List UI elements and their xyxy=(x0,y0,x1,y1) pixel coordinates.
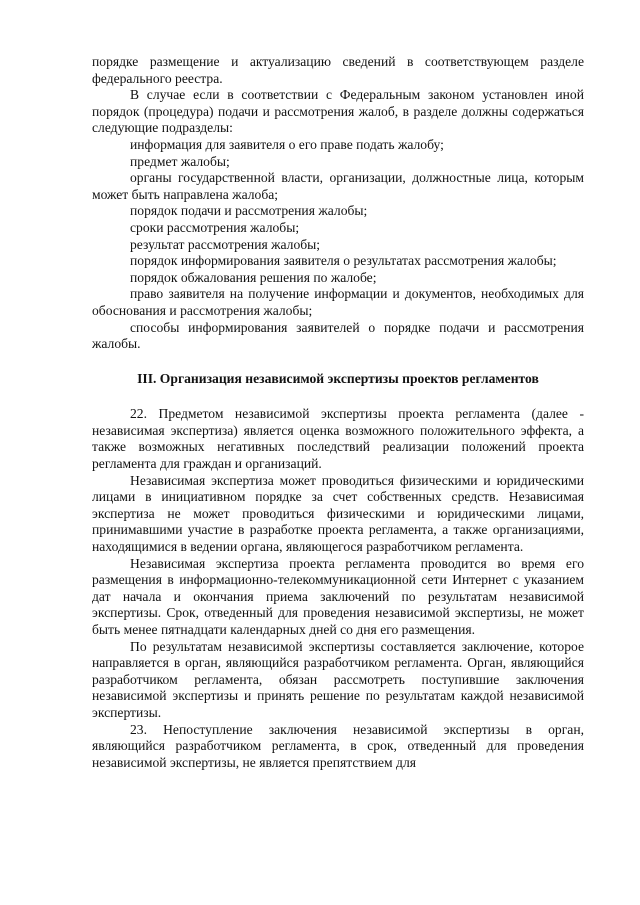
list-item-informing-methods: способы информирования заявителей о порядке подачи и рассмотрения жалобы. xyxy=(92,319,584,352)
paragraph-22: 22. Предметом независимой экспертизы проекта регламента (далее - независимая экспертиза) является оценка возможного положительного эффекта, а также возможных негативных последствий реализации положений проекта регламента для граждан и организаций. xyxy=(92,406,584,472)
paragraph-23: 23. Непоступление заключения независимой экспертизы в орган, являющийся разработчиком регламента, в срок, отведенный для проведения независимой экспертизы, не является препятствием для xyxy=(92,721,584,770)
list-item-applicant-right: информация для заявителя о его праве подать жалобу; xyxy=(130,136,444,152)
paragraph-expertise-timing: Независимая экспертиза проекта регламента проводится во время его размещения в информационно-телекоммуникационной сети Интернет с указанием дат начала и окончания приема заключений по результатам независимой экспертизы. Срок, отведенный для проведения независимой экспертизы, не может быть менее пятнадцати календарных дней со дня его размещения. xyxy=(92,555,584,637)
section-heading: III. Организация независимой экспертизы проектов регламентов xyxy=(137,370,539,386)
list-item-filing-procedure: порядок подачи и рассмотрения жалобы; xyxy=(130,203,368,219)
list-item-appeal-procedure: порядок обжалования решения по жалобе; xyxy=(130,269,377,285)
paragraph-expertise-conclusion: По результатам независимой экспертизы составляется заключение, которое направляется в орган, являющийся разработчиком регламента. Орган, являющийся разработчиком регламента, обязан рассмотреть поступившие заключения независимой экспертизы и принять решение по результатам каждой независимой экспертизы. xyxy=(92,638,584,720)
list-item-informing-procedure: порядок информирования заявителя о результатах рассмотрения жалобы; xyxy=(130,253,557,269)
paragraph-complaint-procedure: В случае если в соответствии с Федеральным законом установлен иной порядок (процедура) подачи и рассмотрения жалоб, в разделе должны содержаться следующие подразделы: xyxy=(92,87,584,136)
paragraph-continuation: порядке размещение и актуализацию сведений в соответствующем разделе федерального реестра. xyxy=(92,54,584,86)
list-item-right-to-information: право заявителя на получение информации и документов, необходимых для обоснования и рассмотрения жалобы; xyxy=(92,286,584,318)
list-item-complaint-subject: предмет жалобы; xyxy=(130,153,230,169)
list-item-authorities: органы государственной власти, организации, должностные лица, которым может быть направлена жалоба; xyxy=(92,170,584,202)
document-page xyxy=(92,54,584,771)
paragraph-expertise-performers: Независимая экспертиза может проводиться физическими и юридическими лицами в инициативном порядке за счет собственных средств. Независимая экспертиза не может проводиться физическими и юридическими лицами, принимавшими участие в разработке проекта регламента, а также организациями, находящимися в ведении органа, являющегося разработчиком регламента. xyxy=(92,472,584,555)
list-item-review-result: результат рассмотрения жалобы; xyxy=(130,236,321,252)
list-item-review-terms: сроки рассмотрения жалобы; xyxy=(130,219,300,235)
